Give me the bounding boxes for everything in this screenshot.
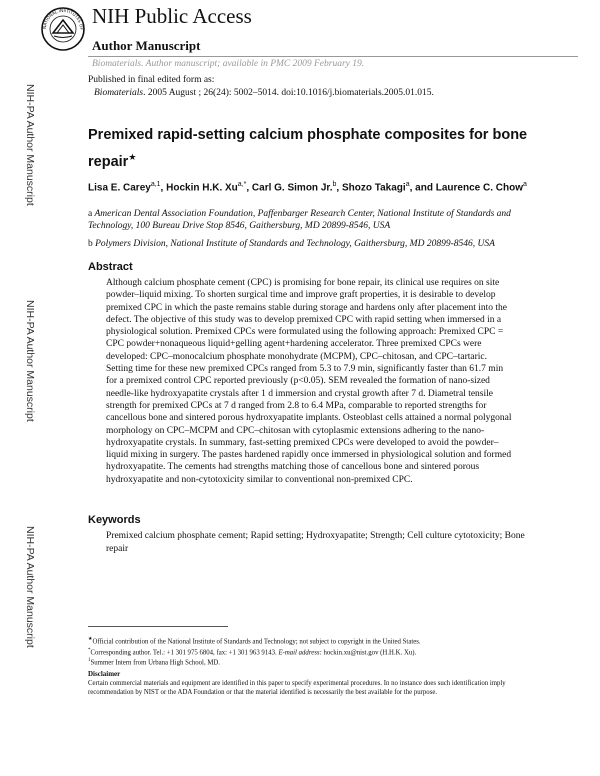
author-separator: ,	[336, 182, 342, 194]
header-rule	[88, 56, 578, 57]
author-affiliation-mark[interactable]: a,1	[150, 181, 161, 188]
nih-public-access-title: NIH Public Access	[92, 4, 252, 28]
affiliation-text: American Dental Association Foundation, Paffenbarger Research Center, National Institute of Standards and Technology, 100 Bureau Drive Stop 8546, Gaithersburg, MD 20899-8546, USA	[88, 209, 511, 231]
author-affiliation-mark[interactable]: a	[405, 181, 410, 188]
disclaimer-body: Certain commercial materials and equipment are identified in this paper to specify experimental procedures. In no instance does such identification imply recommendation by NIST or the ADA Foundation or that the material identified is necessarily the best available for the purpose.	[88, 680, 506, 697]
pmc-availability: Biomaterials. Author manuscript; available in PMC 2009 February 19.	[92, 59, 365, 69]
author-name: Hockin H.K. Xu	[166, 182, 238, 194]
footnote-mark: *	[88, 648, 91, 653]
author-affiliation-mark[interactable]: a,*	[237, 181, 247, 188]
author-list	[88, 178, 543, 195]
affiliation-text: Polymers Division, National Institute of Standards and Technology, Gaithersburg, MD 20899-8546, USA	[95, 239, 495, 249]
author-manuscript-label: Author Manuscript	[92, 38, 201, 53]
keywords-body: Premixed calcium phosphate cement; Rapid setting; Hydroxyapatite; Strength; Cell culture cytotoxicity; Bone repair	[106, 531, 525, 554]
email-label: E-mail address:	[278, 649, 322, 657]
author-name: Carl G. Simon Jr.	[251, 182, 333, 194]
footnote-text: Official contribution of the National Institute of Standards and Technology; not subject to copyright in the United States.	[92, 638, 421, 646]
footnote-intern	[88, 656, 528, 667]
side-label-top: NIH-PA Author Manuscript	[24, 84, 36, 206]
disclaimer-heading: Disclaimer	[88, 670, 121, 678]
author-name: Laurence C. Chow	[435, 182, 523, 194]
author-affiliation-mark[interactable]: a	[522, 181, 527, 188]
footnote-text: Summer Intern from Urbana High School, MD.	[90, 659, 220, 667]
author-affiliation-mark[interactable]: b	[332, 181, 337, 188]
author-separator: , and	[409, 182, 436, 194]
footnote-text: Corresponding author. Tel.: +1 301 975 6804, fax: +1 301 963 9143.	[90, 649, 279, 657]
footnote-rule	[88, 626, 228, 627]
footnote-contribution	[88, 635, 528, 646]
abstract-heading: Abstract	[88, 261, 133, 273]
abstract-body: Although calcium phosphate cement (CPC) is promising for bone repair, its clinical use requires on site powder–liquid mixing. To shorten surgical time and improve graft properties, it is desirable to develop premixed CPC in which the paste remains stable during storage and hardens only after placement into the defect. The objective of this study was to develop premixed CPC with rapid setting when immersed in a physiological solution. Premixed CPCs were formulated using the following approach: Premixed CPC = CPC powder+nonaqueous liquid+gelling agent+hardening accelerator. Three premixed CPCs were developed: CPC–monocalcium phosphate monohydrate (MCPM), CPC–chitosan, and CPC–tartaric. Setting time for these new premixed CPCs ranged from 5.3 to 7.9 min, significantly faster than 61.7 min for a premixed control CPC reported previously (p<0.05). SEM revealed the formation of nano-sized needle-like hydroxyapatite crystals after 1 d immersion and crystal growth after 7 d. Diametral tensile strength for premixed CPCs at 7 d ranged from 2.8 to 6.4 MPa, comparable to reported strengths for cancellous bone and sintered porous hydroxyapatite implants. Osteoblast cells attained a normal polygonal morphology on CPC–MCPM and CPC–chitosan with cytoplasmic extensions adhering to the nano-hydroxyapatite crystals. In summary, fast-setting premixed CPCs were developed to avoid the powder–liquid mixing in surgery. The pastes hardened rapidly once immersed in physiological solution and formed hydroxyapatite. The cements had strengths matching those of cancellous bone and sintered porous hydroxyapatite and non-cytotoxicity similar to conventional non-premixed CPC.	[106, 278, 512, 485]
side-label-middle: NIH-PA Author Manuscript	[24, 300, 36, 422]
published-label: Published in final edited form as:	[88, 75, 215, 85]
author-separator: ,	[246, 182, 252, 194]
affiliation-tag: a	[88, 209, 93, 219]
title-footnote-mark[interactable]: ★	[128, 152, 137, 162]
journal-reference-text: Biomaterials. 2005 August ; 26(24): 5002–5014. doi:10.1016/j.biomaterials.2005.01.015.	[94, 88, 434, 98]
footnote-mark: 1	[88, 658, 91, 663]
author-name: Shozo Takagi	[341, 182, 406, 194]
logo-text: NATIONAL INSTITUTES OF	[41, 7, 85, 30]
footnote-mark: ★	[88, 637, 93, 642]
article-title-text: Premixed rapid-setting calcium phosphate composites for bone repair	[88, 127, 528, 170]
affiliation-tag: b	[88, 239, 93, 249]
author-separator: ,	[160, 182, 167, 194]
journal-reference	[94, 88, 434, 98]
nih-logo	[40, 6, 86, 52]
author-name: Lisa E. Carey	[88, 182, 151, 194]
side-label-bottom: NIH-PA Author Manuscript	[24, 526, 36, 648]
affiliation-a	[88, 208, 558, 232]
affiliation-b	[88, 238, 558, 250]
email-address[interactable]: hockin.xu@nist.gov (H.H.K. Xu).	[321, 649, 417, 657]
keywords-heading: Keywords	[88, 514, 141, 526]
article-title	[88, 124, 528, 173]
